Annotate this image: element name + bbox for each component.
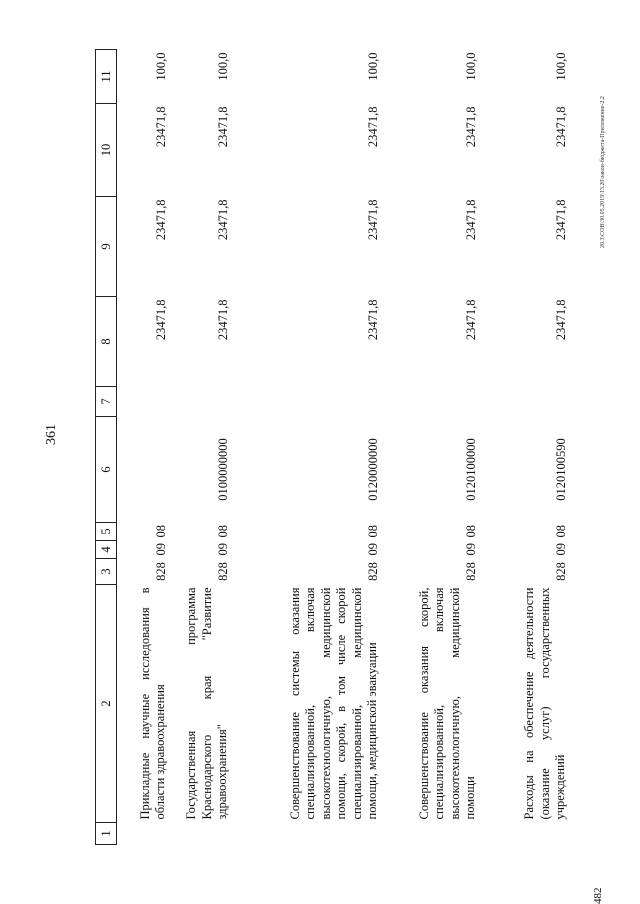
budget-table: [95, 49, 572, 845]
cell-col9: 23471,8: [553, 199, 568, 241]
cell-col8: 23471,8: [463, 299, 478, 341]
corner-number: 482: [592, 887, 604, 904]
cell-section-code: 09: [153, 543, 168, 556]
cell-expense-type: [234, 387, 384, 417]
cell-target-code: 0100000000: [215, 438, 230, 501]
cell-ministry-code: 828: [553, 562, 568, 581]
cell-col8: 23471,8: [153, 299, 168, 341]
cell-col11: 100,0: [215, 52, 230, 81]
header-cell: 2: [96, 585, 117, 823]
header-cell: 5: [96, 523, 117, 541]
cell-col9: 23471,8: [153, 199, 168, 241]
cell-subsection-code: 08: [463, 525, 478, 538]
cell-col8: 23471,8: [553, 299, 568, 341]
page-number: 361: [44, 424, 59, 445]
cell-target-code: 0120100000: [463, 438, 478, 501]
empty-cell: [482, 823, 572, 845]
table-row: [234, 50, 384, 845]
cell-col9: 23471,8: [365, 199, 380, 241]
cell-subsection-code: 08: [215, 525, 230, 538]
cell-expense-type: [172, 387, 234, 417]
table-row: [172, 50, 234, 845]
cell-col9: 23471,8: [215, 199, 230, 241]
cell-col11: 100,0: [463, 52, 478, 81]
header-cell: 7: [96, 387, 117, 417]
row-name: Расходы на обеспечение деятельности (оказание услуг) государственных учреждений: [522, 587, 567, 820]
cell-subsection-code: 08: [553, 525, 568, 538]
cell-col11: 100,0: [153, 52, 168, 81]
empty-cell: [172, 823, 234, 845]
cell-expense-type: [384, 387, 482, 417]
header-cell: 11: [96, 50, 117, 104]
header-cell: 4: [96, 541, 117, 559]
cell-expense-type: [482, 387, 572, 417]
cell-expense-type: [117, 387, 172, 417]
header-cell: 1: [96, 823, 117, 845]
cell-col8: 23471,8: [215, 299, 230, 341]
cell-col10: 23471,8: [553, 106, 568, 148]
header-cell: 8: [96, 297, 117, 387]
header-cell: 10: [96, 104, 117, 197]
cell-col9: 23471,8: [463, 199, 478, 241]
table-row: [117, 50, 172, 845]
cell-section-code: 09: [553, 543, 568, 556]
cell-col11: 100,0: [553, 52, 568, 81]
cell-section-code: 09: [463, 543, 478, 556]
header-cell: 3: [96, 559, 117, 585]
row-name: Совершенствование оказания скорой, специализированной, включая высокотехнологичную, медицинской помощи: [416, 587, 477, 820]
cell-ministry-code: 828: [153, 562, 168, 581]
header-row: [96, 50, 117, 845]
cell-section-code: 09: [365, 543, 380, 556]
budget-table-container: [95, 50, 595, 845]
table-row: [482, 50, 572, 845]
empty-cell: [384, 823, 482, 845]
header-cell: 9: [96, 197, 117, 297]
cell-col10: 23471,8: [153, 106, 168, 148]
row-name: Государственная программа Краснодарского края "Развитие здравоохранения": [184, 587, 229, 820]
table-row: [384, 50, 482, 845]
row-name: Совершенствование системы оказания специализированной, включая высокотехнологичную, медицинской помощи, скорой, в том числе скорой специализированной, медицинской помощи, медицинской эвакуации: [287, 587, 379, 820]
cell-col8: 23471,8: [365, 299, 380, 341]
cell-target-code: 0120100590: [553, 438, 568, 501]
cell-col11: 100,0: [365, 52, 380, 81]
cell-col10: 23471,8: [215, 106, 230, 148]
cell-col10: 23471,8: [365, 106, 380, 148]
cell-ministry-code: 828: [365, 562, 380, 581]
cell-subsection-code: 08: [365, 525, 380, 538]
cell-col10: 23471,8: [463, 106, 478, 148]
cell-subsection-code: 08: [153, 525, 168, 538]
empty-cell: [234, 823, 384, 845]
cell-target-code: [117, 417, 172, 523]
cell-ministry-code: 828: [463, 562, 478, 581]
cell-target-code: 0120000000: [365, 438, 380, 501]
footer-code: 20.3\СОВ\30.05.2019\13.20\закон-бюджета-Приложение-2.2: [600, 96, 606, 248]
empty-cell: [117, 823, 172, 845]
cell-ministry-code: 828: [215, 562, 230, 581]
row-name: Прикладные научные исследования в области здравоохранения: [137, 587, 167, 820]
header-cell: 6: [96, 417, 117, 523]
cell-section-code: 09: [215, 543, 230, 556]
